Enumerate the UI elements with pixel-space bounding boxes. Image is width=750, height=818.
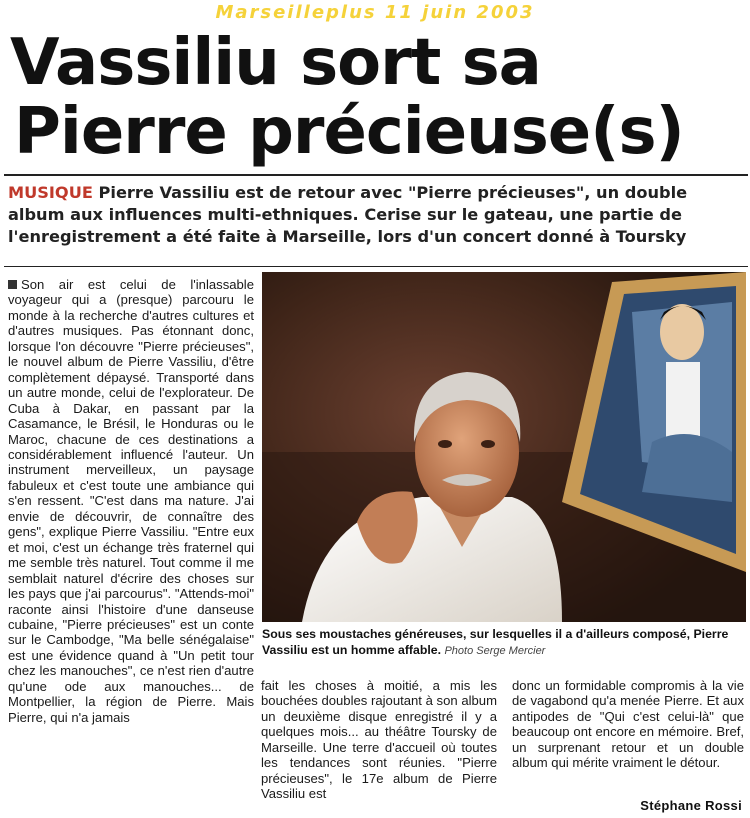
headline-line-1: Vassiliu sort sa (10, 26, 541, 100)
body-column-2 (261, 678, 497, 802)
author-signature: Stéphane Rossi (640, 798, 742, 813)
body-text-col3: donc un formidable compromis à la vie de vagabond qu'a menée Pierre. Et aux antipodes de "Qui c'est celui-là" que beaucoup ont encore en mémoire. Bref, un surprenant retour et un double album qui mérite vraiment le détour. (512, 678, 744, 771)
lead-text: Pierre Vassiliu est de retour avec "Pierre précieuses", un double album aux influences multi-ethniques. Cerise sur le gateau, une partie de l'enregistrement a été faite à Marseille, lors d'un concert donné à Toursky (8, 183, 688, 246)
body-text-col2: fait les choses à moitié, a mis les bouchées doubles rajoutant à son album un deuxième disque enregistré il y a quelques mois... au théâtre Toursky de Marseille. Une terre d'accueil où toutes les tendances sont réunies. "Pierre précieuses", le 17e album de Pierre Vassiliu est (261, 678, 497, 802)
portrait-illustration (262, 272, 746, 622)
masthead-header: Marseilleplus 11 juin 2003 (215, 2, 535, 23)
headline-line-2: Pierre précieuse(s) (14, 95, 684, 169)
photo-caption (262, 626, 746, 659)
article-photo (262, 272, 746, 622)
divider (4, 174, 748, 176)
section-tag: MUSIQUE (8, 183, 93, 202)
body-column-3 (512, 678, 744, 771)
bullet-icon (8, 280, 17, 289)
body-text-col1: Son air est celui de l'inlassable voyageur qui a (presque) parcouru le monde à la recherche d'autres cultures et d'autres musiques. Pas étonnant donc, lorsque l'on découvre "Pierre précieuses", le nouvel album de Pierre Vassiliu, d'être complètement dépaysé. Transporté dans un autre monde, celui de l'explorateur. De Cuba à Dakar, en passant par la Casamance, le Brésil, le Honduras ou le Maroc, chacune de ces destinations a considérablement influencé l'auteur. Un instrument merveilleux, un paysage fabuleux et c'est toute une ambiance qui s'en ressent. "C'est dans ma nature. J'ai envie de découvrir, de connaître des gens", explique Pierre Vassiliu. "Entre eux et moi, c'est un échange très fraternel qui me semble très naturel. Tout comme il me semblait naturel d'écrire des choses sur les pays que j'ai parcourus". "Attends-moi" raconte ainsi l'histoire d'une danseuse cubaine, "Pierre précieuses" est un conte sur le Cambodge, "Ma belle sénégalaise" est une évidence quand à "Un petit tour chez les manouches", ce n'est rien d'autre qu'une ode aux manouches... de Montpellier, la région de Pierre. Mais Pierre, qui n'a jamais (8, 277, 254, 725)
caption-text: Sous ses moustaches généreuses, sur lesquelles il a d'ailleurs composé, Pierre Vassiliu est un homme affable. (262, 627, 729, 657)
photo-credit: Photo Serge Mercier (444, 645, 546, 657)
body-column-1 (8, 277, 254, 725)
divider (4, 266, 748, 267)
lead-paragraph (8, 182, 744, 248)
